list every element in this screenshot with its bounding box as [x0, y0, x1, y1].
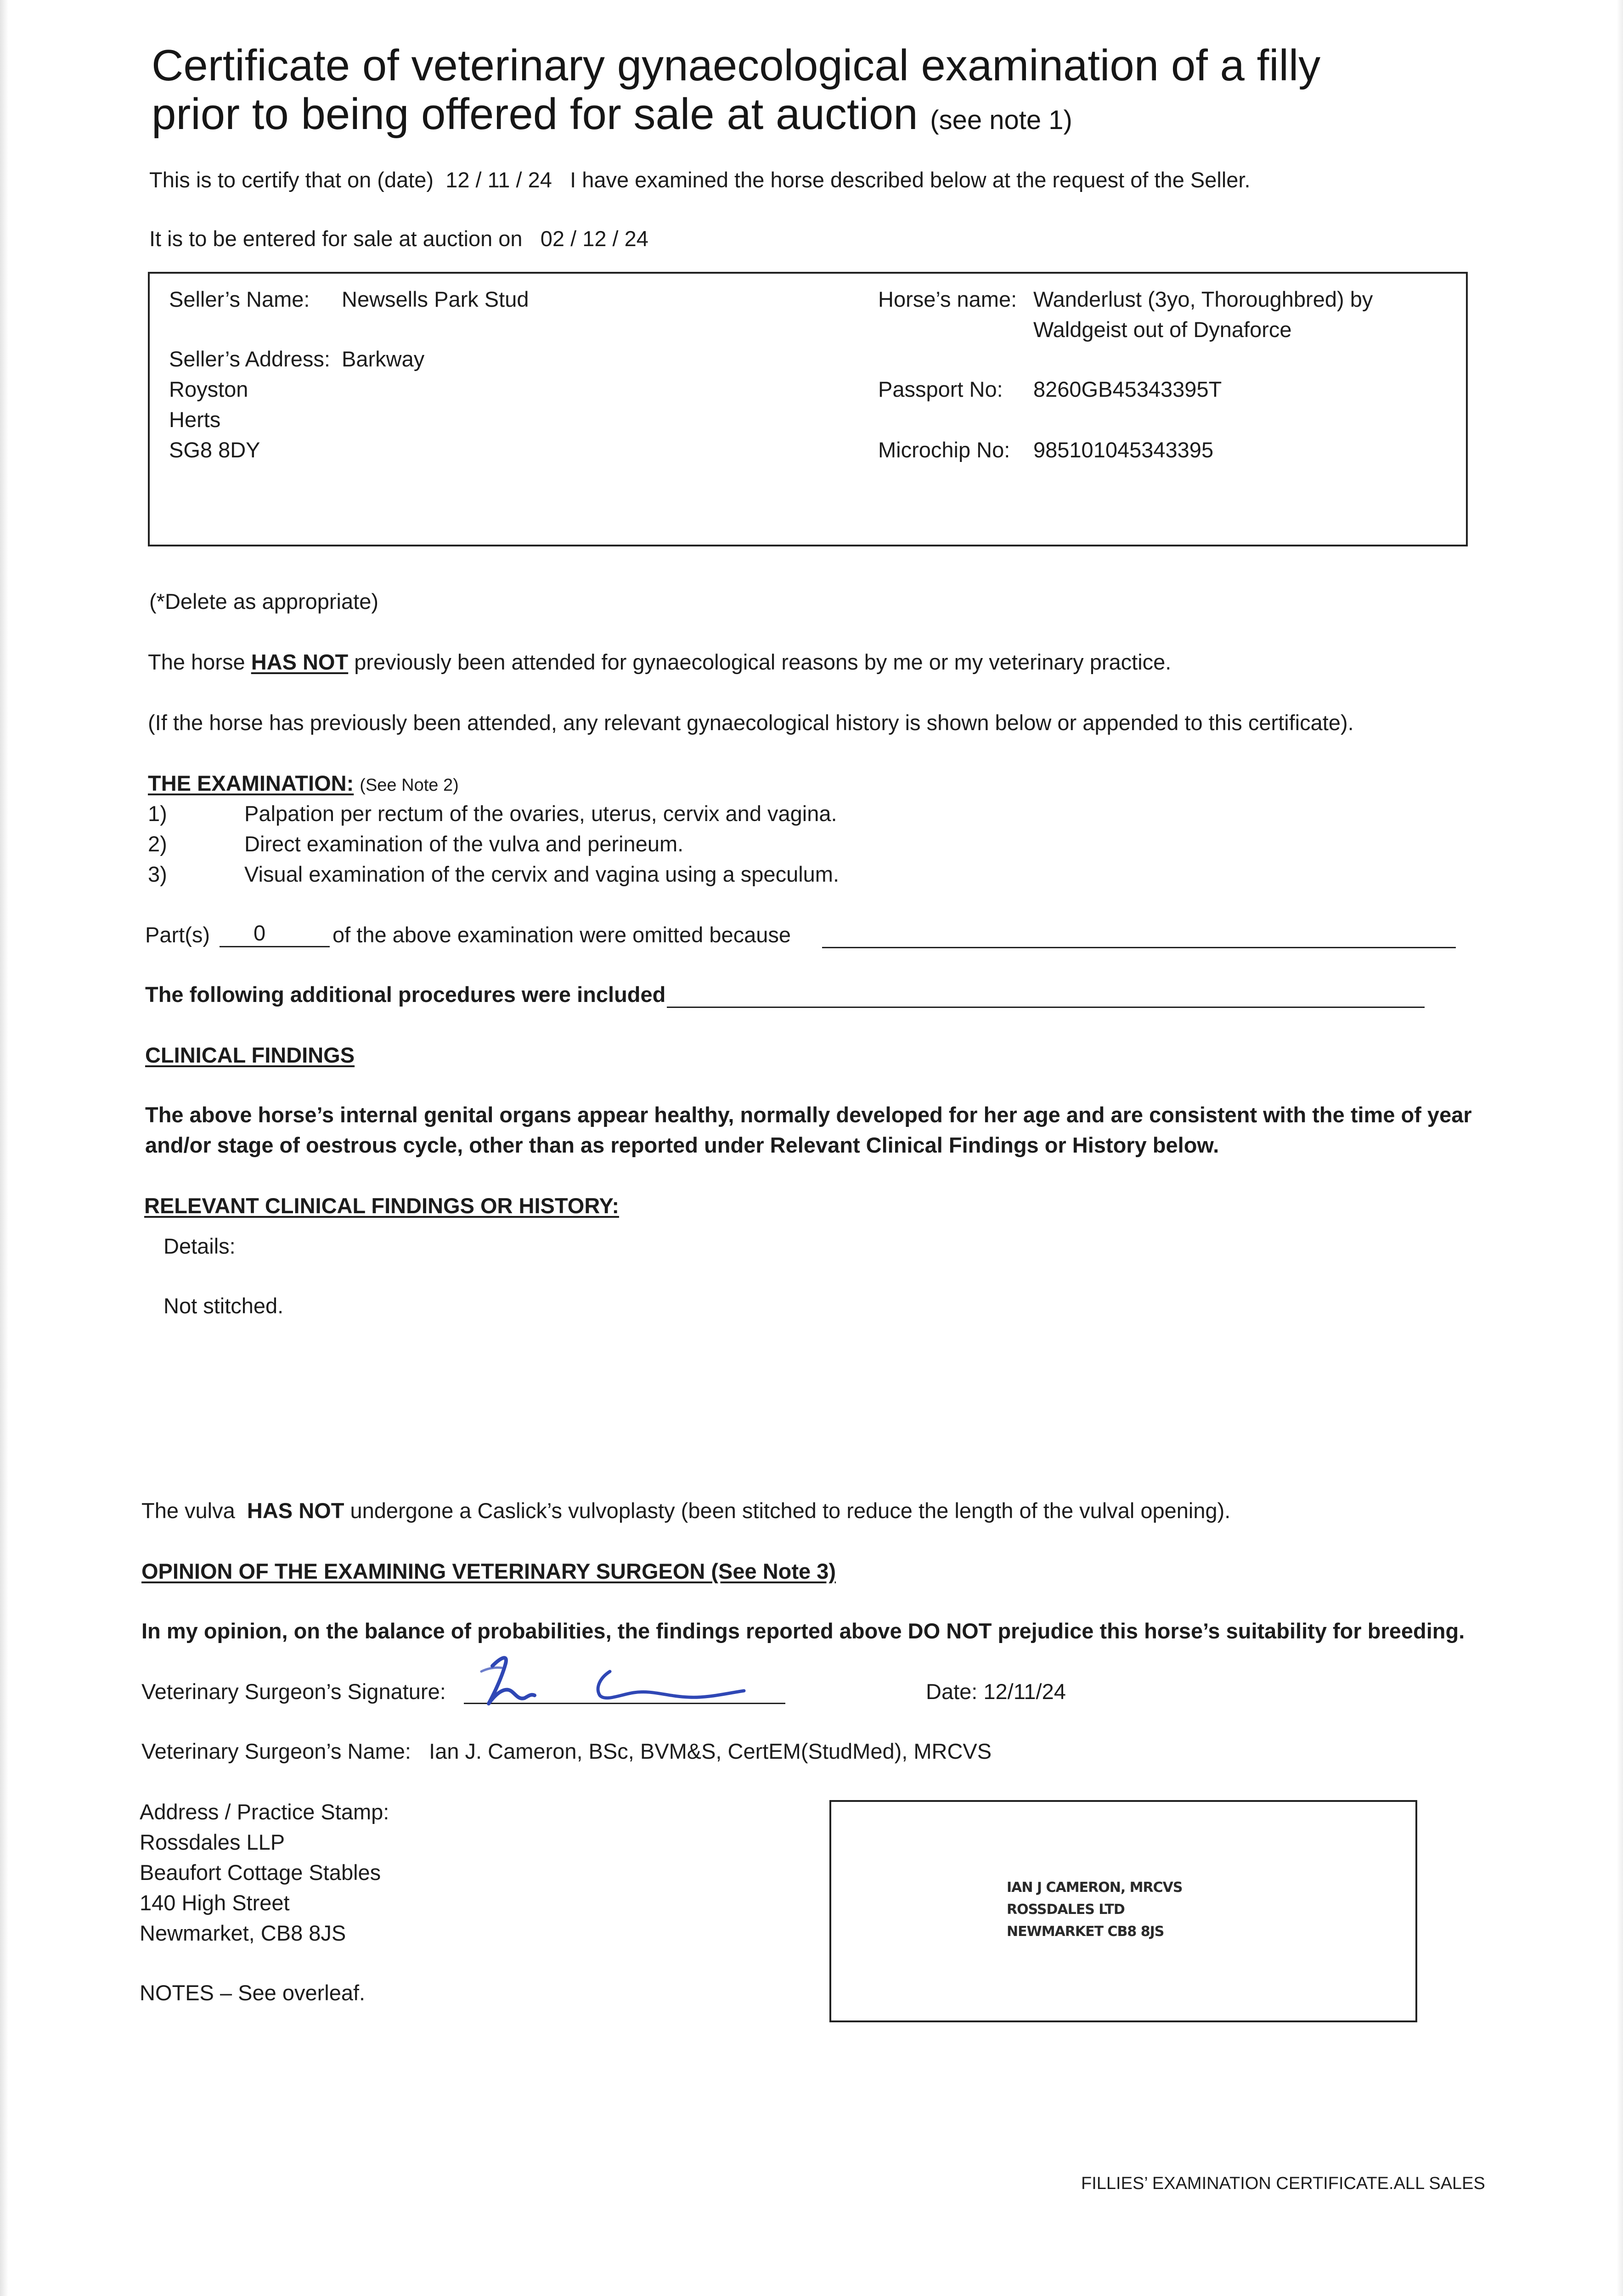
- vulva-suffix: undergone a Caslick’s vulvoplasty (been stitched to reduce the length of the vulval opening).: [350, 1498, 1231, 1523]
- handwritten-signature: [450, 1639, 772, 1708]
- parts-blank-line: [220, 946, 330, 947]
- signature-date: [926, 1678, 1066, 1705]
- exam-item-num: 2): [148, 832, 167, 856]
- microchip-number: 985101045343395: [1033, 438, 1214, 462]
- footer-label: FILLIES’ EXAMINATION CERTIFICATE.ALL SALES: [1081, 2174, 1485, 2193]
- parts-value: 0: [254, 921, 266, 945]
- surgeon-name: Ian J. Cameron, BSc, BVM&S, CertEM(StudMed), MRCVS: [429, 1739, 992, 1763]
- details-text: Not stitched.: [163, 1294, 284, 1318]
- microchip-label: Microchip No:: [878, 438, 1010, 462]
- seller-address-line: Royston: [169, 377, 248, 401]
- exam-item-text: Visual examination of the cervix and vagina using a speculum.: [244, 862, 840, 886]
- title-note-ref: (see note 1): [930, 105, 1072, 135]
- seller-address-line: Herts: [169, 407, 221, 432]
- clinical-findings-line1: The above horse’s internal genital organs appear healthy, normally developed for her age and are consistent with the time of year: [145, 1103, 1472, 1127]
- seller-name: Newsells Park Stud: [342, 287, 529, 311]
- seller-address-line: SG8 8DY: [169, 438, 260, 462]
- seller-name-label: Seller’s Name:: [169, 287, 310, 311]
- examination-heading: [148, 770, 459, 799]
- practice-address-line: 140 High Street: [140, 1891, 290, 1915]
- scan-edge-right: [1617, 0, 1623, 2296]
- certify-suffix: I have examined the horse described below at the request of the Seller.: [570, 168, 1251, 192]
- auction-date: 02 / 12 / 24: [540, 226, 648, 251]
- attended-note: (If the horse has previously been attended, any relevant gynaecological history is shown below or appended to this certificate).: [148, 710, 1354, 735]
- practice-address-line: Rossdales LLP: [140, 1830, 285, 1854]
- vulva-emphasis: HAS NOT: [247, 1498, 344, 1523]
- delete-note: (*Delete as appropriate): [149, 589, 378, 613]
- stamp-line: ROSSDALES LTD: [1007, 1902, 1125, 1918]
- horse-name-line2: Waldgeist out of Dynaforce: [1033, 317, 1292, 342]
- exam-date: 12 / 11 / 24: [445, 168, 552, 192]
- signature-label: Veterinary Surgeon’s Signature:: [141, 1679, 446, 1704]
- vulva-prefix: The vulva: [141, 1498, 235, 1523]
- document-title-line1: Certificate of veterinary gynaecological examination of a filly: [152, 41, 1321, 90]
- auction-line: [149, 225, 648, 253]
- signature-date-value: 12/11/24: [983, 1679, 1066, 1704]
- passport-label: Passport No:: [878, 377, 1003, 401]
- attended-statement: [148, 648, 1171, 676]
- stamp-line: IAN J CAMERON, MRCVS: [1007, 1880, 1183, 1896]
- examination-heading-text: THE EXAMINATION:: [148, 771, 354, 795]
- surgeon-name-label: Veterinary Surgeon’s Name:: [141, 1739, 411, 1763]
- opinion-heading: OPINION OF THE EXAMINING VETERINARY SURGEON (See Note 3): [141, 1559, 836, 1583]
- exam-item-text: Direct examination of the vulva and perineum.: [244, 832, 684, 856]
- attended-prefix: The horse: [148, 650, 245, 674]
- auction-prefix: It is to be entered for sale at auction on: [149, 226, 523, 251]
- notes-line: NOTES – See overleaf.: [140, 1981, 366, 2005]
- seller-address-label: Seller’s Address:: [169, 347, 330, 371]
- additional-procedures-line: [667, 1007, 1425, 1008]
- clinical-findings-heading: CLINICAL FINDINGS: [145, 1043, 355, 1067]
- additional-procedures-label: The following additional procedures were included: [145, 982, 666, 1007]
- opinion-text: In my opinion, on the balance of probabilities, the findings reported above DO NOT prejudice this horse’s suitability for breeding.: [141, 1619, 1465, 1643]
- horse-name-label: Horse’s name:: [878, 287, 1017, 311]
- practice-address-line: Newmarket, CB8 8JS: [140, 1921, 346, 1945]
- signature-date-label: Date:: [926, 1679, 978, 1704]
- exam-item-num: 3): [148, 862, 167, 886]
- title-line2-text: prior to being offered for sale at auction: [152, 90, 918, 139]
- attended-emphasis: HAS NOT: [251, 650, 349, 674]
- omitted-reason-line: [822, 947, 1456, 948]
- passport-number: 8260GB45343395T: [1033, 377, 1222, 401]
- exam-item-num: 1): [148, 801, 167, 826]
- practice-address-label: Address / Practice Stamp:: [140, 1800, 389, 1824]
- details-label: Details:: [163, 1234, 236, 1258]
- stamp-line: NEWMARKET CB8 8JS: [1007, 1924, 1164, 1940]
- seller-address-line: Barkway: [342, 347, 425, 371]
- certify-prefix: This is to certify that on (date): [149, 168, 434, 192]
- certify-line: [149, 166, 1251, 194]
- attended-suffix: previously been attended for gynaecological reasons by me or my veterinary practice.: [354, 650, 1172, 674]
- scan-edge-left: [0, 0, 8, 2296]
- practice-address-line: Beaufort Cottage Stables: [140, 1860, 381, 1885]
- surgeon-name-row: [141, 1738, 992, 1765]
- omitted-text: of the above examination were omitted because: [332, 923, 791, 947]
- document-title-line2: [152, 90, 1072, 145]
- clinical-findings-line2: and/or stage of oestrous cycle, other than as reported under Relevant Clinical Findings or History below.: [145, 1133, 1219, 1157]
- relevant-findings-heading: RELEVANT CLINICAL FINDINGS OR HISTORY:: [144, 1193, 620, 1218]
- examination-note: (See Note 2): [360, 776, 459, 795]
- vulva-statement: [141, 1497, 1230, 1525]
- exam-item-text: Palpation per rectum of the ovaries, uterus, cervix and vagina.: [244, 801, 837, 826]
- horse-name-line1: Wanderlust (3yo, Thoroughbred) by: [1033, 287, 1373, 311]
- parts-label: Part(s): [145, 923, 210, 947]
